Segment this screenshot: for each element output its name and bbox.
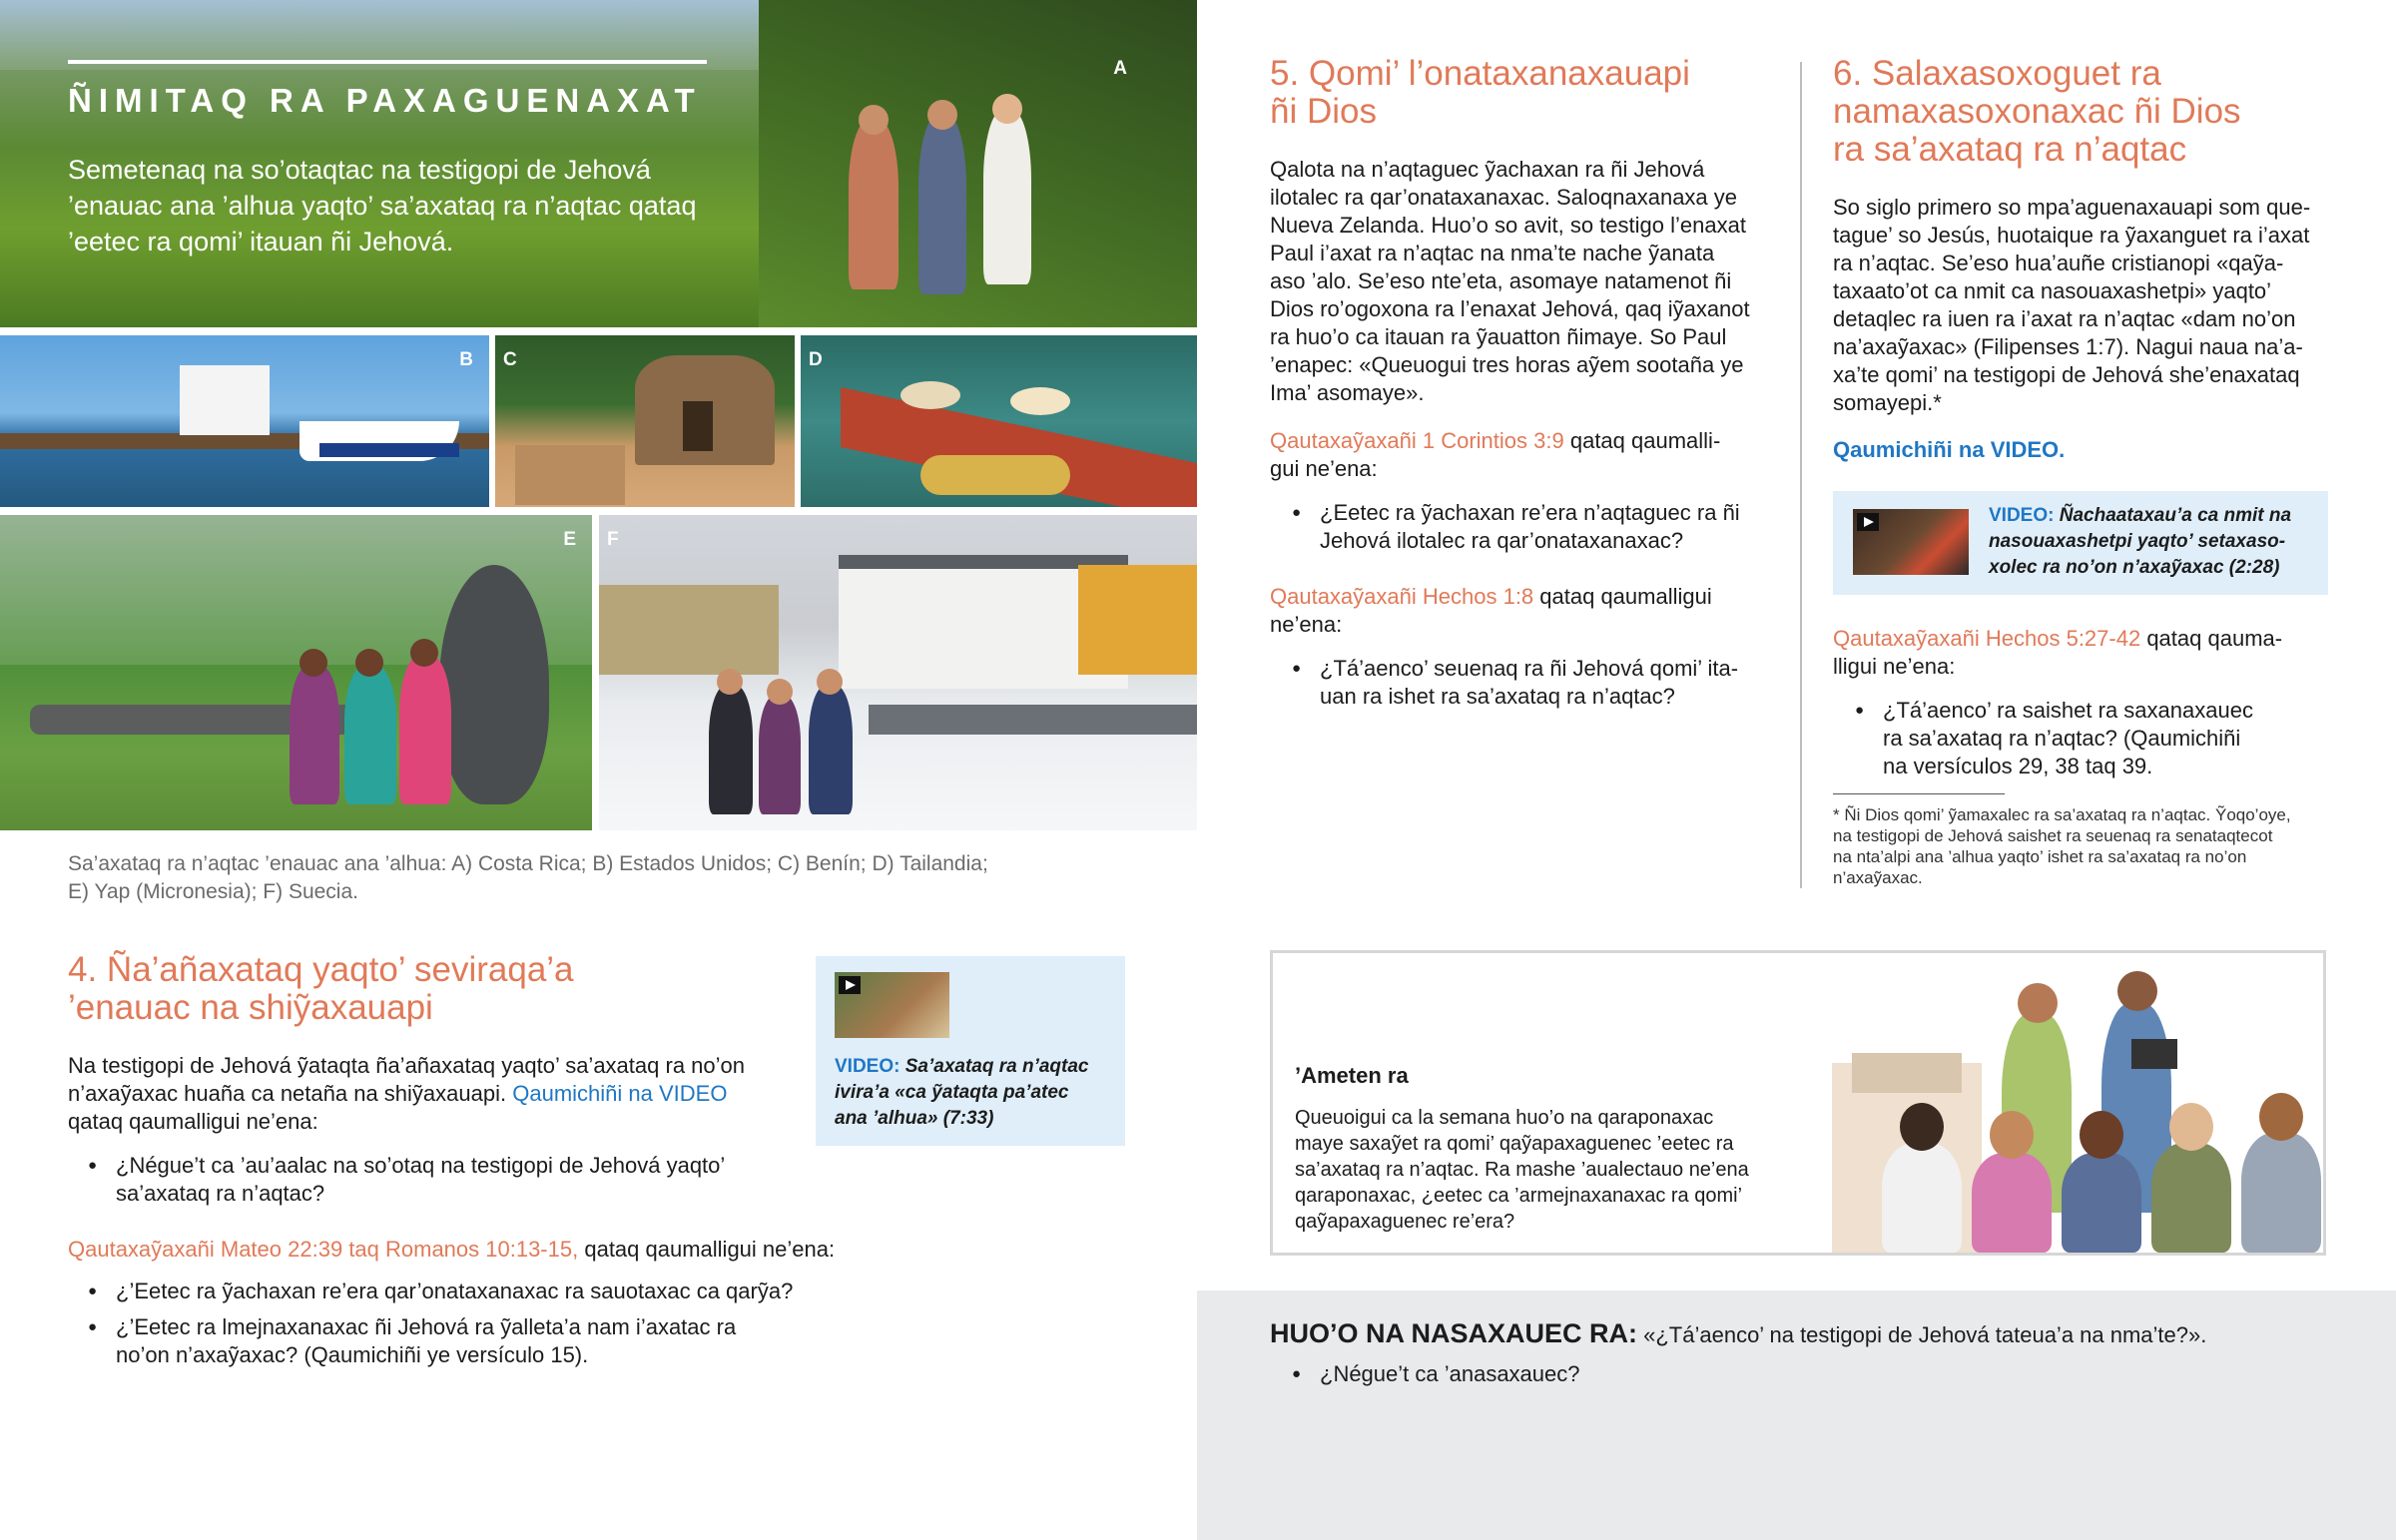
discussion-questions [1284,1360,2182,1396]
section5-p-line: aso ’alo. Se’eso nte’eta, asomaye natamenot ñi [1270,268,1732,293]
section5-ref2-after-l1: qataq qaumalligui [1533,584,1712,609]
footnote-line: na nta’alpi ana ’alhua yaqto’ ishet ra sa’axataq ra no’on [1833,847,2247,866]
section5-ref1-after-l1: qataq qaumalli- [1563,428,1721,453]
section4-question-1 [80,1152,819,1208]
section5-paragraph [1270,156,1789,407]
discussion-heading: HUO’O NA NASAXAUEC RA: [1270,1318,1638,1348]
section4-video-label: VIDEO: [835,1056,900,1077]
section5-ref2 [1270,583,1789,639]
section4-question-3 [80,1313,879,1369]
section4-video-title-l1: Sa’axataq ra n’aqtac [904,1056,1089,1077]
section6-p-line: So siglo primero so mpa’aguenaxauapi som que- [1833,195,2311,220]
section4-questions-2 [80,1278,879,1377]
section6-video-title-l2: nasouaxashetpi yaqto’ setaxaso- [1989,531,2286,552]
photo-tag-b: B [459,349,473,370]
section6-p-line: tague’ so Jesús, huotaique ra ỹaxanguet ra i’axat [1833,223,2310,248]
footnote-rule [1833,793,2005,794]
footnote-line: * Ñi Dios qomi’ ỹamaxalec ra sa’axataq ra n’aqtac. Ỹoqo’oye, [1833,805,2291,824]
discussion-q1-text: ¿Négue’t ca ’anasaxauec? [1320,1361,1580,1386]
footnote-line: na testigopi de Jehová saishet ra seuenaq ra senataqtecot [1833,826,2273,845]
photo-e [0,515,592,830]
ameten-line: sa’axataq ra n’aqtac. Ra mashe ’aualectauo ne’ena [1295,1159,1749,1181]
section4-q3-line2: no’on n’axaỹaxac? (Qaumichiñi ye versículo 15). [116,1342,589,1367]
section5-p-line: Paul i’axat ra n’aqtac na nma’te nache ỹanata [1270,241,1715,265]
photo-tag-c: C [503,349,517,370]
section4-video-title-l2: ivira’a «ca ỹataqta pa’atec [835,1082,1069,1103]
section4-video-link[interactable]: Qaumichiñi na VIDEO [512,1081,728,1106]
section4-q1-line1: ¿Négue’t ca ’au’aalac na so’otaq na testigopi de Jehová yaqto’ [116,1153,726,1178]
section4-ref [68,1236,966,1264]
section4-q1-line2: sa’axataq ra n’aqtac? [116,1181,325,1206]
section5-scripture-link-2[interactable]: Qautaxaỹaxañi Hechos 1:8 [1270,584,1534,609]
meeting-illustration [1792,953,2326,1253]
section5-question-1 [1284,499,1803,555]
section5-q2-line1: ¿Tá’aenco’ seuenaq ra ñi Jehová qomi’ ita- [1320,656,1739,681]
section6-p-line: xa’te qomi’ na testigopi de Jehová she’enaxataq [1833,362,2300,387]
section6-p-line: detaqlec ra iuen ra i’axat ra n’aqtac «dam no’on [1833,306,2296,331]
section5-p-line: Ima’ asomaye». [1270,380,1425,405]
photo-caption [68,850,1166,906]
photo-b [0,335,489,507]
play-icon [1857,513,1879,531]
section6-title-line2: namaxasoxonaxac ñi Dios [1833,92,2241,131]
hero-photo [0,0,1197,327]
section6-ref-after-l2: lligui ne’ena: [1833,654,1956,679]
section4-p-line2a: n’axaỹaxac huaña ca netaña na shiỹaxauapi. [68,1081,507,1106]
section6-video-link[interactable]: Qaumichiñi na VIDEO. [1833,437,2066,462]
section5-ref1-after-l2: gui ne’ena: [1270,456,1378,481]
section6-questions [1847,697,2366,788]
section5-p-line: ra huo’o ca itauan ra ỹauatton ñimaye. So Paul [1270,324,1727,349]
section5-title [1270,55,1690,131]
ameten-text [1295,1105,1764,1235]
photo-caption-line2: E) Yap (Micronesia); F) Suecia. [68,880,358,903]
section4-questions-1 [80,1152,819,1216]
section6-ref [1833,625,2352,681]
section5-questions-1 [1284,499,1803,563]
play-icon [839,976,861,994]
section6-title-line3: ra sa’axataq ra n’aqtac [1833,130,2187,169]
section6-p-line: ra n’aqtac. Se’eso hua’auñe cristianopi «qaỹa- [1833,251,2284,275]
section5-questions-2 [1284,655,1803,719]
section6-p-line: taxaato’ot ca nmit ca nasouaxashetpi» yaqto’ [1833,278,2272,303]
discussion-question: «¿Tá’aenco’ na testigopi de Jehová tateua’a na nma’te?». [1637,1322,2207,1347]
section6-q1-line3: na versículos 29, 38 taq 39. [1883,754,2153,778]
section6-ref-after-l1: qataq qauma- [2140,626,2283,651]
footnote-line: n’axaỹaxac. [1833,868,1923,887]
ameten-box [1270,950,2326,1256]
ameten-title: ’Ameten ra [1295,1063,1409,1088]
ameten-line: maye saxaỹet ra qomi’ qaỹapaxaguenec ’eetec ra [1295,1133,1734,1155]
section5-question-2 [1284,655,1803,711]
photo-tag-a: A [1113,58,1127,79]
section5-scripture-link-1[interactable]: Qautaxaỹaxañi 1 Corintios 3:9 [1270,428,1564,453]
section6-video-card[interactable] [1833,491,2328,595]
section6-video-title-l3: xolec ra no’on n’axaỹaxac (2:28) [1989,557,2280,578]
hero-text: Semetenaq na so’otaqtac na testigopi de Jehová ’enauac ana ’alhua yaqto’ sa’axataq ra n’aqtac qataq ’eetec ra qomi’ itauan ñi Jehová. [68,155,697,257]
section5-q1-line1: ¿Eetec ra ỹachaxan re’era n’aqtaguec ra ñi [1320,500,1740,525]
section5-p-line: Qalota na n’aqtaguec ỹachaxan ra ñi Jehová [1270,157,1705,182]
section5-p-line: Nueva Zelanda. Huo’o so avit, so testigo l’enaxat [1270,213,1746,238]
section5-p-line: ilotalec ra qar’onataxanaxac. Saloqnaxanaxa ye [1270,185,1738,210]
section6-question-1 [1847,697,2366,780]
section6-video-title-l1: Ñachaataxau’a ca nmit na [2059,505,2292,526]
ameten-line: qaỹapaxaguenec re’era? [1295,1211,1515,1233]
section5-ref2-after-l2: ne’ena: [1270,612,1343,637]
section6-p-line: na’axaỹaxac» (Filipenses 1:7). Nagui naua na’a- [1833,334,2303,359]
section4-q3-line1: ¿’Eetec ra lmejnaxanaxac ñi Jehová ra ỹalleta’a nam i’axatac ra [116,1314,737,1339]
section6-p-line: somayepi.* [1833,390,1942,415]
section5-q1-line2: Jehová ilotalec ra qar’onataxanaxac? [1320,528,1684,553]
section4-video-thumbnail[interactable] [835,972,949,1038]
ameten-line: qaraponaxac, ¿eetec ca ’armejnaxanaxac ra qomi’ [1295,1185,1743,1207]
section4-scripture-link[interactable]: Qautaxaỹaxañi Mateo 22:39 taq Romanos 10:13-15, [68,1237,579,1262]
section4-p-line1: Na testigopi de Jehová ỹataqta ña’añaxataq yaqto’ sa’axataq ra no’on [68,1053,745,1078]
section6-q1-line2: ra sa’axataq ra n’aqtac? (Qaumichiñi [1883,726,2241,751]
section4-title-line1: 4. Ña’añaxataq yaqto’ seviraqa’a [68,950,574,989]
section6-paragraph [1833,194,2352,417]
photo-tag-f: F [607,529,619,550]
section5-p-line: ’enapec: «Queuogui tres horas aỹem sootaña ye [1270,352,1744,377]
photo-f [599,515,1197,830]
section4-video-title-l3: ana ’alhua» (7:33) [835,1108,994,1129]
hero-rule [68,60,707,64]
photo-caption-line1: Sa’axataq ra n’aqtac ’enauac ana ’alhua: A) Costa Rica; B) Estados Unidos; C) Benín; D) Tailandia; [68,852,988,875]
section4-paragraph [68,1052,787,1136]
section4-video-card[interactable] [816,956,1125,1146]
section6-footnote [1833,804,2352,888]
section5-title-line1: 5. Qomi’ l’onataxanaxauapi [1270,54,1690,93]
section6-video-thumbnail[interactable] [1853,509,1969,575]
section5-ref1 [1270,427,1789,483]
section4-question-2 [80,1278,879,1305]
discussion-question-1 [1284,1360,2182,1388]
discussion-panel [1197,1290,2396,1540]
column-divider [1800,62,1802,888]
section5-p-line: Dios ro’ogoxona ra l’enaxat Jehová, qaq iỹaxanot [1270,296,1750,321]
section4-title [68,951,574,1027]
section6-video-text[interactable] [1989,503,2318,581]
section4-ref-after: qataq qaumalligui ne’ena: [578,1237,836,1262]
section4-q2-text: ¿’Eetec ra ỹachaxan re’era qar’onataxanaxac ra sauotaxac ca qarỹa? [116,1279,794,1303]
discussion-heading-row [1270,1318,2368,1350]
section4-p-line3: qataq qaumalligui ne’ena: [68,1109,318,1134]
section6-title [1833,55,2241,169]
hero-title: ÑIMITAQ RA PAXAGUENAXAT [68,82,702,119]
section4-title-line2: ’enauac na shiỹaxauapi [68,988,433,1027]
section6-q1-line1: ¿Tá’aenco’ ra saishet ra saxanaxauec [1883,698,2253,723]
section6-video-label: VIDEO: [1989,505,2055,526]
ameten-line: Queuoigui ca la semana huo’o na qaraponaxac [1295,1107,1714,1129]
section5-q2-line2: uan ra ishet ra sa’axataq ra n’aqtac? [1320,684,1675,709]
photo-d [801,335,1197,507]
photo-tag-e: E [563,529,576,550]
photo-tag-d: D [809,349,823,370]
section5-title-line2: ñi Dios [1270,92,1377,131]
section6-scripture-link[interactable]: Qautaxaỹaxañi Hechos 5:27-42 [1833,626,2141,651]
photo-c [495,335,795,507]
section6-title-line1: 6. Salaxasoxoguet ra [1833,54,2161,93]
section4-video-text[interactable] [835,1054,1114,1132]
